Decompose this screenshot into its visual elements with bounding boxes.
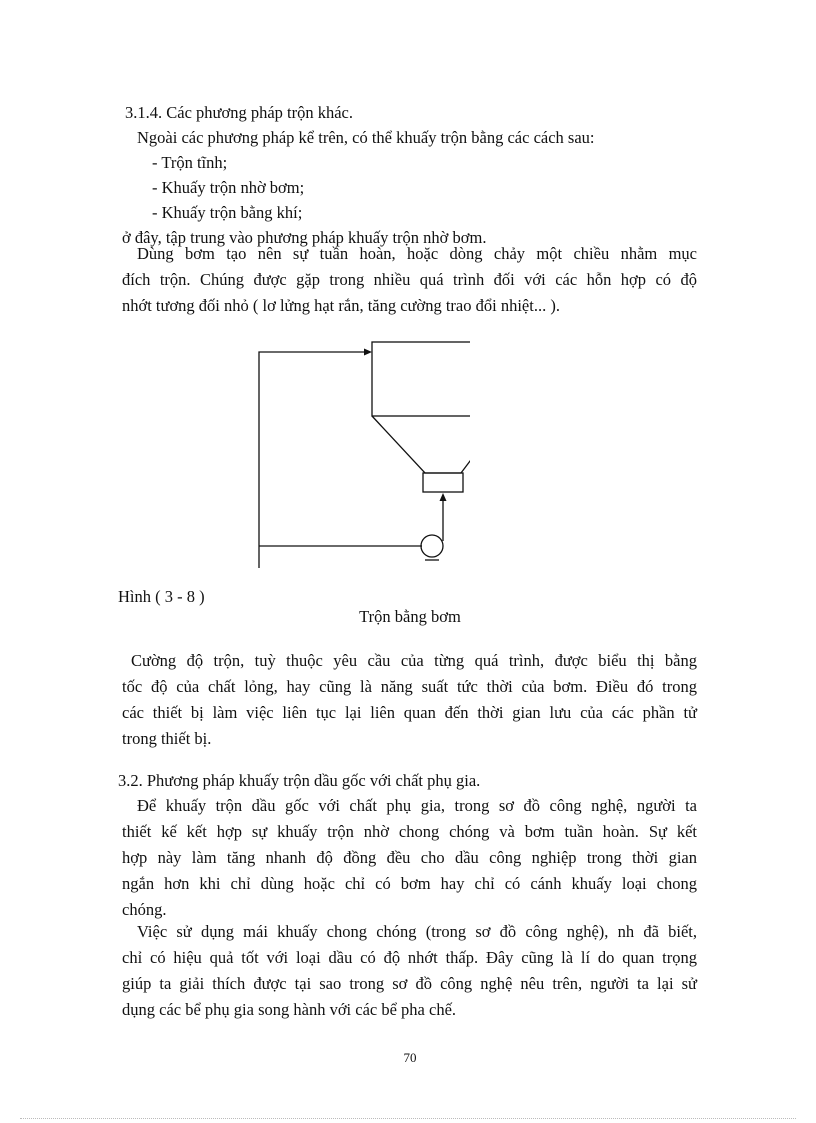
page-number: 70: [403, 1050, 417, 1065]
arrow-into-tank: [364, 349, 372, 356]
list-item: - Khuấy trộn bằng khí;: [152, 203, 303, 222]
paragraph-line: đích trộn. Chúng được gặp trong nhiều quá trình đối với các hỗn hợp có độ: [122, 270, 697, 289]
arrow-into-outlet: [440, 493, 447, 501]
paragraph-line: dụng các bể phụ gia song hành với các bể pha chế.: [122, 1000, 457, 1019]
mixing-tank: [372, 342, 470, 416]
paragraph-line: chóng.: [122, 900, 167, 919]
paragraph-line: Việc sử dụng mái khuấy chong chóng (trong sơ đồ công nghệ), nh đã biết,: [137, 922, 697, 941]
paragraph-line: chỉ có hiệu quả tốt với loại dầu có độ nhớt thấp. Đây cũng là lí do quan trọng: [122, 948, 697, 967]
list-item: - Trộn tĩnh;: [152, 153, 228, 172]
section-heading-3-1-4: 3.1.4. Các phương pháp trộn khác.: [125, 103, 353, 122]
pump-symbol: [421, 535, 443, 557]
paragraph-line: nhớt tương đối nhỏ ( lơ lửng hạt rắn, tăng cường trao đổi nhiệt... ).: [122, 296, 560, 315]
tank-cone: [372, 416, 470, 473]
paragraph-line: thiết kế kết hợp sự khuấy trộn nhờ chong chóng và bơm tuần hoàn. Sự kết: [122, 822, 697, 841]
focus-line: ở đây, tập trung vào phương pháp khuấy trộn nhờ bơm.: [122, 228, 487, 247]
figure-caption: Trộn bằng bơm: [359, 607, 461, 626]
paragraph-line: hợp này làm tăng nhanh độ đồng đều cho dầu công nghiệp trong thời gian: [122, 848, 697, 867]
paragraph-line: giúp ta giải thích được tại sao trong sơ đồ công nghệ nêu trên, người ta lại sử: [122, 974, 697, 993]
paragraph-line: Cường độ trộn, tuỳ thuộc yêu cầu của từng quá trình, được biểu thị bằng: [131, 651, 697, 670]
paragraph-line: tốc độ của chất lỏng, hay cũng là năng suất tức thời của bơm. Điều đó trong: [122, 677, 697, 696]
paragraph-line: các thiết bị làm việc liên tục lại liên quan đến thời gian lưu của các phần tử: [122, 703, 697, 722]
paragraph-line: Để khuấy trộn dầu gốc với chất phụ gia, trong sơ đồ công nghệ, người ta: [137, 796, 697, 815]
recirculation-pipe: [259, 352, 366, 568]
pump-mixing-diagram: [250, 335, 470, 575]
figure-number: Hình ( 3 - 8 ): [118, 587, 205, 606]
list-item: - Khuấy trộn nhờ bơm;: [152, 178, 305, 197]
section-heading-3-2: 3.2. Phương pháp khuấy trộn dầu gốc với chất phụ gia.: [118, 771, 481, 790]
paragraph-line: Dùng bơm tạo nên sự tuần hoàn, hoặc dòng chảy một chiều nhằm mục: [137, 244, 697, 263]
paragraph-line: trong thiết bị.: [122, 729, 212, 748]
intro-line: Ngoài các phương pháp kể trên, có thể khuấy trộn bằng các cách sau:: [137, 128, 595, 147]
tank-outlet: [423, 473, 463, 492]
paragraph-line: ngắn hơn khi chỉ dùng hoặc chỉ có bơm hay chỉ có cánh khuấy loại chong: [122, 874, 697, 893]
bottom-divider: [20, 1118, 796, 1119]
